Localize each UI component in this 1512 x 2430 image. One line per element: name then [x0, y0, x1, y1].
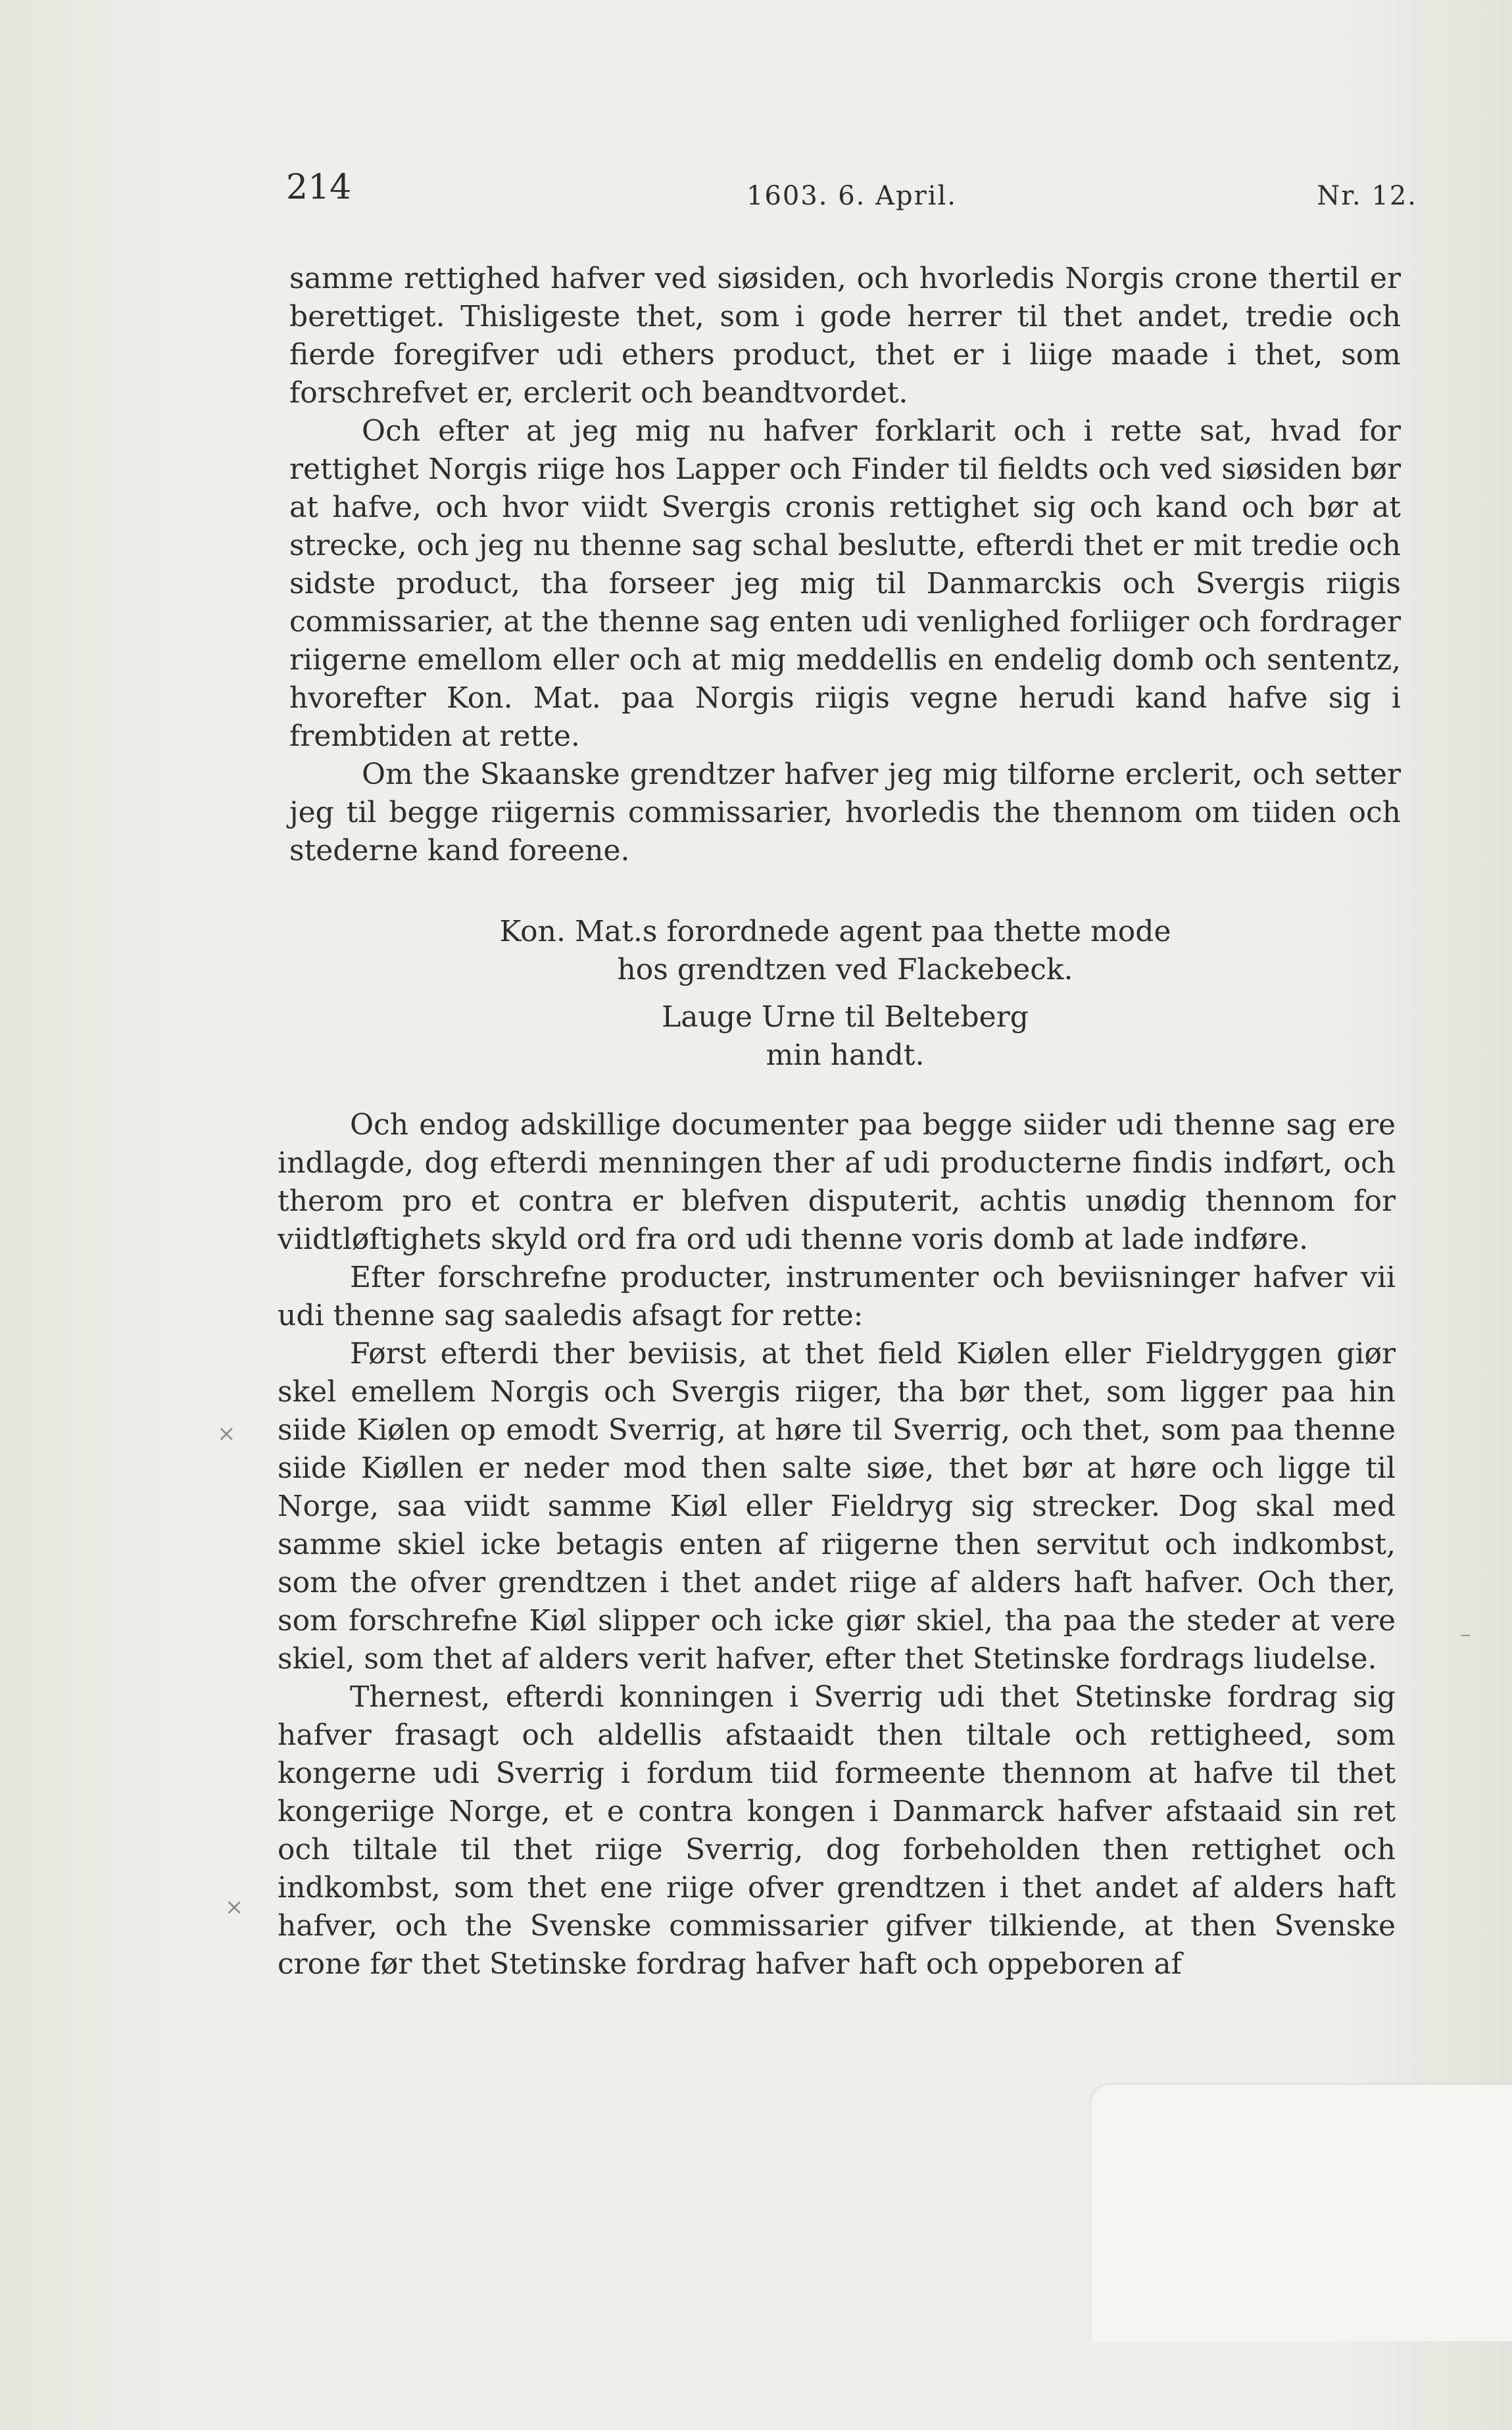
paragraph: Først efterdi ther beviisis, at thet field Kiølen eller Fieldryggen giør skel emellem Norgis och Svergis riiger, tha bør thet, som ligger paa hin siide Kiølen op emodt Sverrig, at høre til Sverrig, och thet, som paa thenne siide Kiøllen er neder mod then salte siøe, thet bør at høre och ligge til Norge, saa viidt samme Kiøl eller Fieldryg sig strecker. Dog skal med samme skiel icke betagis enten af riigerne then servitut och indkombst, som the ofver grendtzen i thet andet riige af alders haft hafver. Och ther, som forschrefne Kiøl slipper och icke giør skiel, tha paa the steder at vere skiel, som thet af alders verit hafver, efter thet Stetinske fordrags liudelse.: [278, 1337, 1396, 1676]
paragraph: Efter forschrefne producter, instrumenter och beviisninger hafver vii udi thenne sag saaledis afsagt for rette:: [278, 1261, 1396, 1332]
margin-x-mark-icon: ×: [225, 1894, 244, 1920]
margin-dash-mark-icon: –: [1460, 1621, 1471, 1647]
paragraph: Och efter at jeg mig nu hafver forklarit och i rette sat, hvad for rettighet Norgis riige hos Lapper och Finder til fieldts och ved siøsiden bør at hafve, och hvor viidt Svergis cronis rettighet sig och kand och bør at strecke, och jeg nu thenne sag schal beslutte, efterdi thet er mit tredie och sidste product, tha forseer jeg mig til Danmarckis och Svergis riigis commissarier, at the thenne sag enten udi venlighed forliiger och fordrager riigerne emellom eller och at mig meddellis en endelig domb och sententz, hvorefter Kon. Mat. paa Norgis riigis vegne herudi kand hafve sig i frembtiden at rette.: [289, 414, 1401, 753]
paper-edge-flap: [1091, 2085, 1512, 2341]
signature-line: min handt.: [766, 1038, 925, 1072]
document-number: Nr. 12.: [1317, 181, 1417, 211]
paragraph: Om the Skaanske grendtzer hafver jeg mig tilforne erclerit, och setter jeg til begge riigernis commissarier, hvorledis the thennom om tiiden och stederne kand foreene.: [289, 758, 1401, 867]
page-header: [286, 168, 1417, 220]
header-date: 1603. 6. April.: [746, 181, 958, 211]
signature-line: hos grendtzen ved Flackebeck.: [617, 953, 1073, 986]
text-block-lower: [278, 1106, 1396, 1983]
paragraph: Och endog adskillige documenter paa begge siider udi thenne sag ere indlagde, dog efterdi menningen ther af udi producterne findis indført, och therom pro et contra er blefven disputerit, achtis unødig thennom for viidtløftighets skyld ord fra ord udi thenne voris domb at lade indføre.: [278, 1108, 1396, 1256]
signature-name: Lauge Urne til Belteberg: [662, 1000, 1029, 1034]
paragraph: Thernest, efterdi konningen i Sverrig udi thet Stetinske fordrag sig hafver frasagt och aldellis afstaaidt then tiltale och rettigheed, som kongerne udi Sverrig i fordum tiid formeente thennom at hafve til thet kongeriige Norge, et e contra kongen i Danmarck hafver afstaaid sin ret och tiltale til thet riige Sverrig, dog forbeholden then rettighet och indkombst, som thet ene riige ofver grendtzen i thet andet af alders haft hafver, och the Svenske commissarier gifver tilkiende, at then Svenske crone før thet Stetinske fordrag hafver haft och oppeboren af: [278, 1680, 1396, 1981]
margin-x-mark-icon: ×: [217, 1421, 236, 1447]
page-number: 214: [286, 168, 352, 207]
text-block-upper: [289, 260, 1401, 870]
signature-block: [289, 913, 1401, 1075]
paragraph: samme rettighed hafver ved siøsiden, och hvorledis Norgis crone thertil er berettiget. Thisligeste thet, som i gode herrer til thet andet, tredie och fierde foregifver udi ethers product, thet er i liige maade i thet, som forschrefvet er, erclerit och beandtvordet.: [289, 262, 1401, 410]
signature-line: Kon. Mat.s forordnede agent paa thette mode: [499, 915, 1171, 948]
